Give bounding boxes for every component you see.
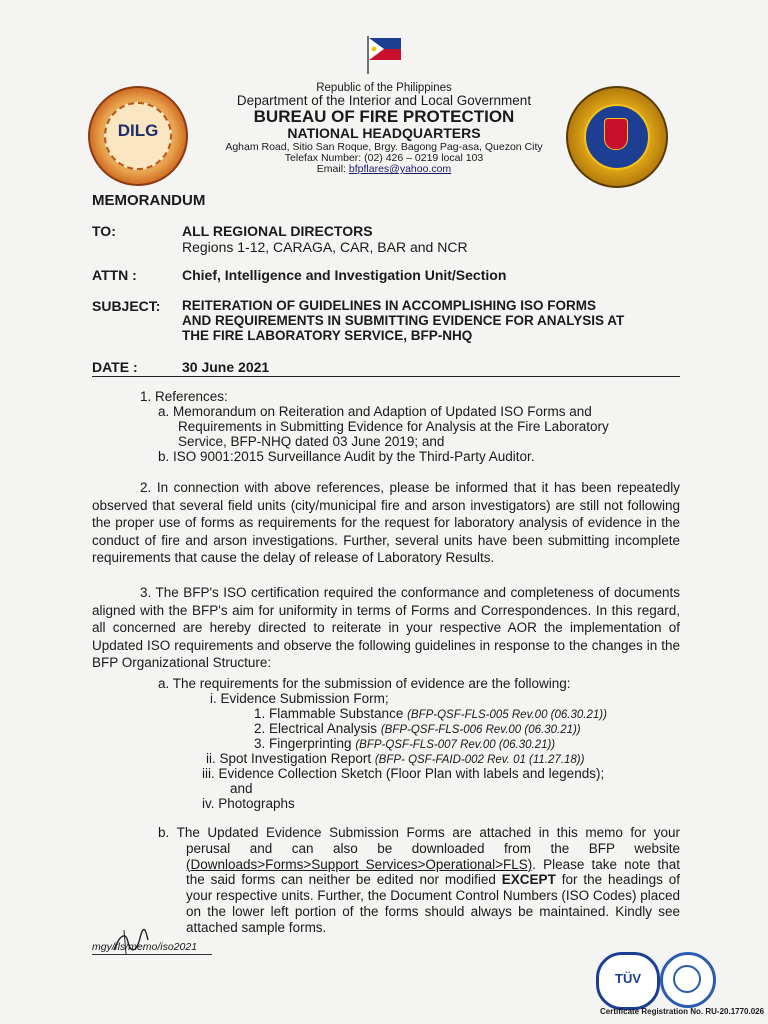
telefax-line: Telefax Number: (02) 426 – 0219 local 103 — [284, 152, 484, 164]
item-b-mid: . Please take note that the said forms can neither be edited nor modified — [186, 856, 680, 888]
references-title: 1. References: — [140, 389, 228, 404]
philippine-flag-icon — [362, 34, 402, 74]
bureau-title: BUREAU OF FIRE PROTECTION — [253, 107, 515, 126]
reference-a-line-3: Service, BFP-NHQ dated 03 June 2019; and — [178, 434, 445, 449]
item-i-2-code: (BFP-QSF-FLS-006 Rev.00 (06.30.21)) — [380, 724, 581, 736]
file-reference: mgy/fls/memo/iso2021 — [92, 941, 198, 953]
to-recipients: ALL REGIONAL DIRECTORS — [182, 223, 373, 239]
item-ii-text: ii. Spot Investigation Report — [206, 751, 375, 766]
subject-line-2: AND REQUIREMENTS IN SUBMITTING EVIDENCE FOR ANALYSIS AT — [182, 313, 625, 328]
reference-a-line-2: Requirements in Submitting Evidence for Analysis at the Fire Laboratory — [178, 419, 609, 434]
date-divider — [92, 376, 680, 377]
email-line — [0, 163, 768, 175]
to-label: TO: — [92, 223, 116, 239]
item-b-except: EXCEPT — [501, 872, 556, 888]
attn-label: ATTN : — [92, 267, 137, 283]
subject-line-1: REITERATION OF GUIDELINES IN ACCOMPLISHING ISO FORMS — [182, 298, 597, 313]
item-i-3 — [254, 736, 555, 751]
quality-management-seal-icon — [660, 952, 716, 1008]
email-link[interactable]: bfpflares@yahoo.com — [348, 163, 452, 175]
item-i-3-code: (BFP-QSF-FLS-007 Rev.00 (06.30.21)) — [355, 739, 556, 751]
date-label: DATE : — [92, 359, 138, 375]
to-regions: Regions 1-12, CARAGA, CAR, BAR and NCR — [182, 239, 468, 255]
email-label: Email: — [316, 163, 349, 175]
dilg-logo-text: DILG — [117, 121, 159, 140]
memorandum-title: MEMORANDUM — [92, 192, 206, 209]
paragraph-3: 3. The BFP's ISO certification required the conformance and completeness of documents aligned with the BFP's aim for uniformity in terms of Forms and Correspondences. In this regard, all concerned are hereby directed to reiterate in your respective AOR the implementation of Updated ISO requirements and observe the following guidelines in response to the changes in the BFP Organizational Structure: — [92, 585, 680, 671]
attn-value: Chief, Intelligence and Investigation Unit/Section — [182, 267, 507, 283]
item-ii — [206, 751, 584, 766]
reference-a-line-1: a. Memorandum on Reiteration and Adaption of Updated ISO Forms and — [158, 404, 592, 419]
item-ii-code: (BFP- QSF-FAID-002 Rev. 01 (11.27.18)) — [374, 754, 585, 766]
file-reference-underline — [92, 954, 212, 955]
item-i-1-code: (BFP-QSF-FLS-005 Rev.00 (06.30.21)) — [407, 709, 607, 721]
item-iii-line-1: iii. Evidence Collection Sketch (Floor Plan with labels and legends); — [202, 766, 605, 781]
item-i-1-text: 1. Flammable Substance — [254, 706, 408, 721]
cert-logo-text: TÜV — [615, 971, 641, 986]
item-b-end: for the headings of your respective units. Further, the Document Control Numbers (ISO Codes) placed on the lower left portion of the forms should always be maintained. Kindly see attached sample forms. — [186, 872, 680, 935]
hq-title: NATIONAL HEADQUARTERS — [287, 125, 481, 141]
item-iv: iv. Photographs — [202, 796, 295, 811]
item-i: i. Evidence Submission Form; — [210, 691, 389, 706]
item-i-2-text: 2. Electrical Analysis — [254, 721, 381, 736]
republic-line: Republic of the Philippines — [316, 82, 452, 94]
department-line: Department of the Interior and Local Government — [236, 93, 532, 108]
item-i-3-text: 3. Fingerprinting — [254, 736, 356, 751]
bfp-downloads-link[interactable]: (Downloads>Forms>Support Services>Operational>FLS) — [186, 856, 533, 872]
item-b — [158, 825, 680, 936]
reference-b: b. ISO 9001:2015 Surveillance Audit by the Third-Party Auditor. — [158, 449, 535, 464]
certificate-registration: Certificate Registration No. RU-20.1770.026 — [600, 1007, 765, 1016]
subject-label: SUBJECT: — [92, 298, 161, 314]
subject-line-3: THE FIRE LABORATORY SERVICE, BFP-NHQ — [182, 328, 473, 343]
address-line: Agham Road, Sitio San Roque, Brgy. Bagong Pag-asa, Quezon City — [225, 141, 543, 153]
item-i-2 — [254, 721, 581, 736]
paragraph-2: 2. In connection with above references, please be informed that it has been repeatedly observed that several field units (city/municipal fire and arson investigators) are still not following the proper use of forms as requirements for the request for laboratory analysis of evidence in the conduct of fire and arson investigations. Further, several units have been submitting incomplete requirements that cause the delay of release of Laboratory Results. — [92, 480, 680, 566]
item-a: a. The requirements for the submission of evidence are the following: — [158, 676, 571, 691]
item-b-start: b. The Updated Evidence Submission Forms are attached in this memo for your perusal and can also be downloaded from the BFP website — [158, 825, 680, 856]
item-iii-line-2: and — [230, 781, 253, 796]
certification-seal-icon — [596, 952, 660, 1010]
item-i-1 — [254, 706, 607, 721]
date-value: 30 June 2021 — [182, 359, 270, 375]
